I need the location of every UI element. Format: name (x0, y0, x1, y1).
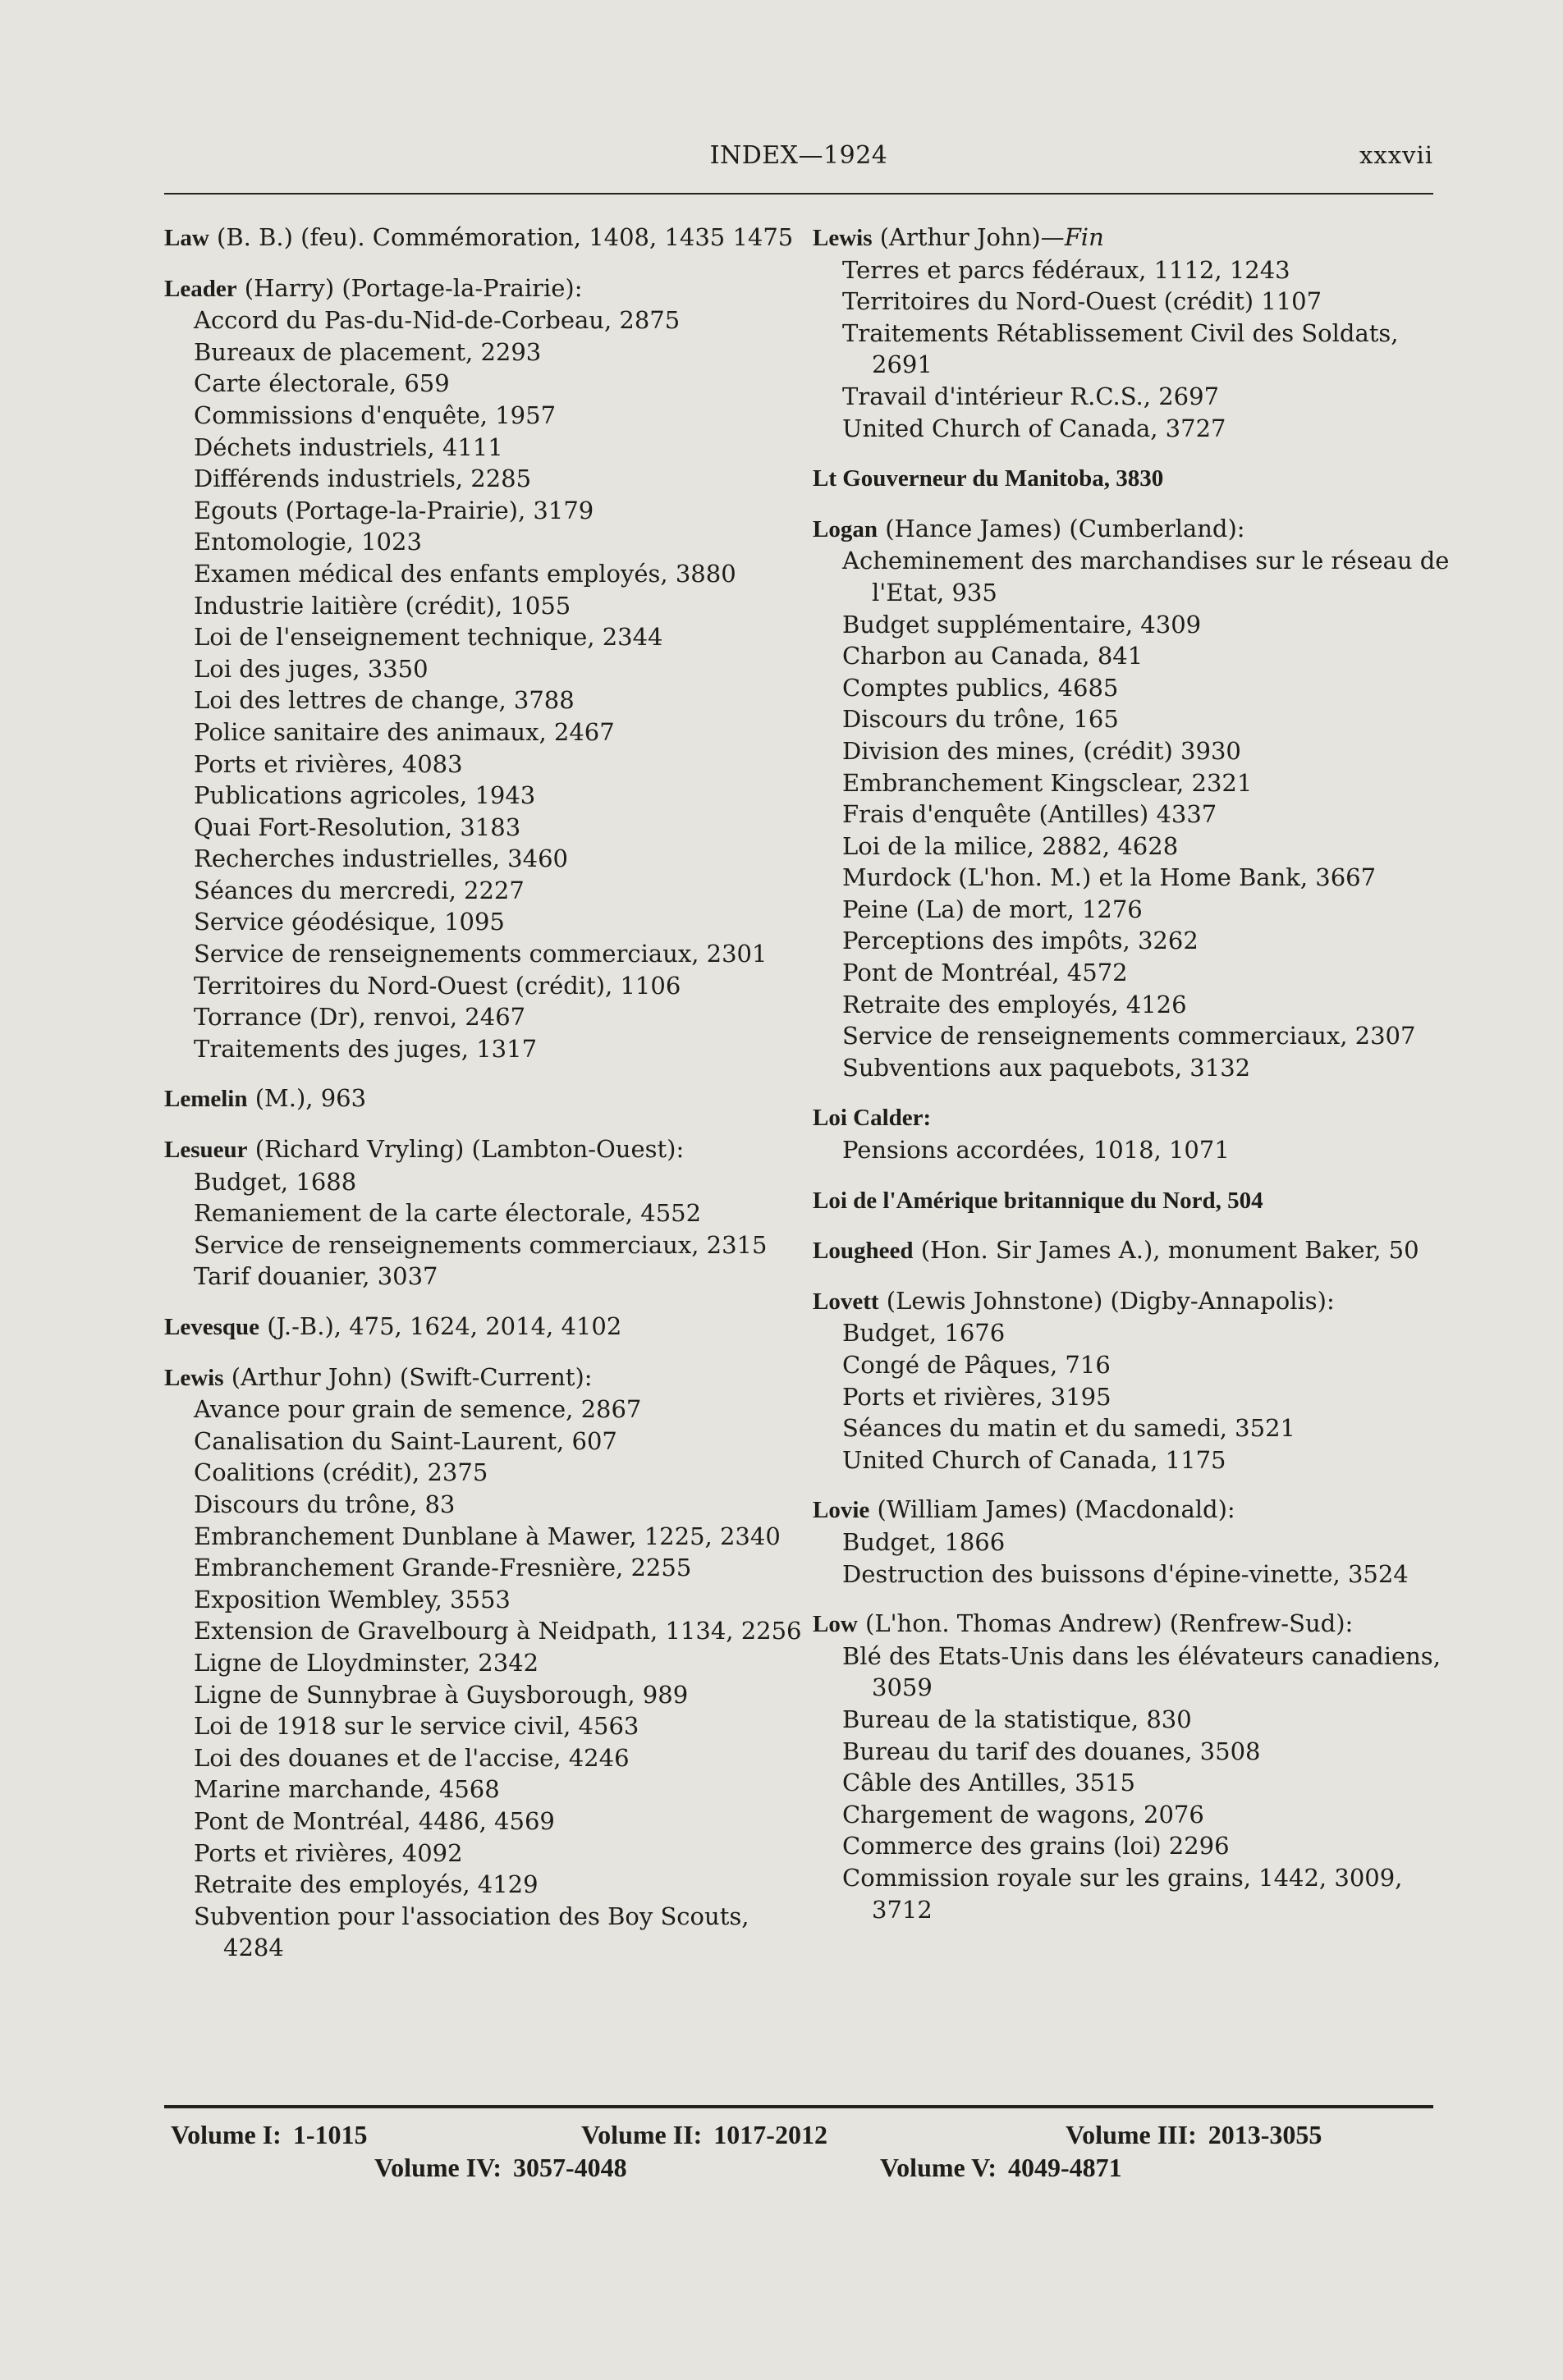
subentry: Service géodésique, 1095 (194, 908, 505, 936)
subentry: Frais d'enquête (Antilles) 4337 (842, 800, 1217, 829)
subentry: Discours du trône, 83 (194, 1490, 456, 1518)
volume-range: 4049-4871 (1007, 2153, 1122, 2182)
subentry: Loi de l'enseignement technique, 2344 (194, 623, 663, 652)
entry-heading (164, 222, 804, 254)
entry-heading (813, 1101, 1453, 1134)
entry-details: (Lewis Johnstone) (Digby-Annapolis): (878, 1286, 1335, 1315)
volume-label: Volume IV: (374, 2153, 502, 2182)
subentry: Torrance (Dr), renvoi, 2467 (194, 1003, 526, 1032)
subentry: Congé de Pâques, 716 (842, 1351, 1111, 1379)
subentry: Pensions accordées, 1018, 1071 (842, 1136, 1230, 1165)
subentry: Territoires du Nord-Ouest (crédit), 1106 (194, 971, 681, 1000)
volume-footer (164, 2120, 1433, 2210)
subentry: Commerce des grains (loi) 2296 (842, 1832, 1230, 1861)
subentry: Ports et rivières, 4092 (194, 1838, 463, 1867)
subentry: Retraite des employés, 4129 (194, 1870, 539, 1899)
subentry: Comptes publics, 4685 (842, 673, 1119, 702)
subentry: Budget supplémentaire, 4309 (842, 610, 1202, 638)
index-entry (164, 222, 804, 254)
volume-range: 3057-4048 (513, 2153, 627, 2182)
subentry: Traitements des juges, 1317 (194, 1034, 538, 1063)
volume-label: Volume II: (581, 2120, 703, 2149)
entry-details: (L'hon. Thomas Andrew) (Renfrew-Sud): (857, 1609, 1354, 1638)
entry-heading (813, 462, 1453, 495)
subentry: Embranchement Dunblane à Mawer, 1225, 2340 (194, 1522, 781, 1550)
entry-name: Lewis (813, 225, 873, 251)
index-entry (813, 513, 1453, 1084)
entry-name: Lt Gouverneur du Manitoba, 3830 (813, 465, 1164, 492)
index-entry (164, 1362, 804, 1964)
subentry: Séances du mercredi, 2227 (194, 876, 525, 904)
entry-name: Leader (164, 275, 237, 302)
subentry: Pont de Montréal, 4572 (842, 959, 1128, 987)
volume-2 (581, 2120, 827, 2150)
volume-range: 1-1015 (292, 2120, 368, 2149)
volume-label: Volume III: (1066, 2120, 1197, 2149)
entry-name: Lovie (813, 1497, 870, 1524)
left-column (164, 222, 804, 1982)
index-entry (813, 1234, 1453, 1267)
index-entry (813, 1285, 1453, 1476)
subentry: Bureau de la statistique, 830 (842, 1705, 1192, 1733)
subentry: Canalisation du Saint-Laurent, 607 (194, 1426, 617, 1455)
volume-5 (880, 2153, 1122, 2183)
entry-heading (813, 1184, 1453, 1217)
entry-details: (Hon. Sir James A.), monument Baker, 50 (913, 1236, 1419, 1265)
entry-name: Lesueur (164, 1137, 248, 1164)
subentry: Avance pour grain de semence, 2867 (194, 1395, 642, 1424)
subentry: Service de renseignements commerciaux, 2315 (194, 1230, 768, 1259)
bottom-rule (164, 2105, 1433, 2108)
subentry: Loi des douanes et de l'accise, 4246 (194, 1743, 630, 1772)
subentry: Traitements Rétablissement Civil des Soldats, 2691 (842, 318, 1399, 379)
subentry: Séances du matin et du samedi, 3521 (842, 1414, 1295, 1443)
subentry: United Church of Canada, 3727 (842, 414, 1226, 442)
entry-heading (164, 1311, 804, 1343)
subentry: Carte électorale, 659 (194, 369, 450, 398)
entry-details: (J.-B.), 475, 1624, 2014, 4102 (259, 1312, 622, 1340)
subentry: Acheminement des marchandises sur le réseau de l'Etat, 935 (842, 547, 1450, 606)
index-entry (813, 462, 1453, 495)
subentry: Perceptions des impôts, 3262 (842, 927, 1199, 955)
entry-heading (164, 272, 804, 305)
subentry: Division des mines, (crédit) 3930 (842, 736, 1241, 765)
subentry: Chargement de wagons, 2076 (842, 1800, 1204, 1828)
subentry: Loi des juges, 3350 (194, 654, 429, 683)
subentry: Subvention pour l'association des Boy Scouts, 4284 (194, 1902, 749, 1962)
page-title: INDEX—1924 (709, 141, 888, 170)
entry-name: Logan (813, 515, 878, 542)
entry-heading (813, 513, 1453, 546)
subentry: Exposition Wembley, 3553 (194, 1585, 511, 1613)
entry-name: Lemelin (164, 1086, 248, 1113)
subentry: Extension de Gravelbourg à Neidpath, 1134, 2256 (194, 1617, 802, 1645)
subentry: Accord du Pas-du-Nid-de-Corbeau, 2875 (194, 306, 681, 335)
index-entry (164, 1133, 804, 1293)
entry-details: (Richard Vryling) (Lambton-Ouest): (247, 1135, 685, 1164)
right-column (813, 222, 1453, 1943)
entry-details: (Harry) (Portage-la-Prairie): (236, 273, 583, 302)
index-entry (164, 1311, 804, 1343)
entry-details: (M.), 963 (247, 1084, 367, 1113)
entry-name: Loi de l'Amérique britannique du Nord, 504 (813, 1187, 1263, 1214)
subentry: Travail d'intérieur R.C.S., 2697 (842, 382, 1220, 410)
subentry: Entomologie, 1023 (194, 528, 422, 556)
entry-name: Low (813, 1611, 858, 1638)
entry-heading (164, 1362, 804, 1394)
volume-4 (374, 2153, 627, 2183)
page-number: xxxvii (1359, 141, 1433, 169)
entry-name: Law (164, 225, 209, 251)
subentry: Loi de 1918 sur le service civil, 4563 (194, 1712, 639, 1741)
subentry: Territoires du Nord-Ouest (crédit) 1107 (842, 287, 1322, 316)
subentry: Commissions d'enquête, 1957 (194, 400, 557, 429)
volume-range: 1017-2012 (713, 2120, 827, 2149)
subentry: Embranchement Kingsclear, 2321 (842, 768, 1253, 797)
volume-range: 2013-3055 (1208, 2120, 1322, 2149)
subentry: Peine (La) de mort, 1276 (842, 895, 1143, 923)
subentry: Budget, 1866 (842, 1527, 1006, 1556)
subentry: Blé des Etats-Unis dans les élévateurs canadiens, 3059 (842, 1641, 1441, 1702)
entry-name: Lewis (164, 1364, 224, 1391)
subentry: Ligne de Sunnybrae à Guysborough, 989 (194, 1680, 689, 1709)
subentry: Commission royale sur les grains, 1442, 3009, 3712 (842, 1863, 1403, 1924)
index-entry (813, 1494, 1453, 1590)
index-entry (164, 272, 804, 1065)
subentry: Budget, 1676 (842, 1319, 1006, 1348)
subentry: Embranchement Grande-Fresnière, 2255 (194, 1554, 692, 1582)
entry-heading (164, 1133, 804, 1166)
subentry: United Church of Canada, 1175 (842, 1445, 1226, 1474)
volume-3 (1066, 2120, 1322, 2150)
subentry: Terres et parcs fédéraux, 1112, 1243 (842, 255, 1290, 284)
subentry: Ports et rivières, 3195 (842, 1382, 1112, 1411)
index-entry (813, 222, 1453, 444)
subentry: Loi de la milice, 2882, 4628 (842, 831, 1179, 860)
subentry: Murdock (L'hon. M.) et la Home Bank, 3667 (842, 863, 1377, 892)
subentry: Police sanitaire des animaux, 2467 (194, 717, 615, 746)
subentry: Quai Fort-Resolution, 3183 (194, 812, 521, 841)
volume-label: Volume V: (880, 2153, 997, 2182)
subentry: Remaniement de la carte électorale, 4552 (194, 1199, 702, 1228)
index-entry (813, 1101, 1453, 1165)
subentry: Ligne de Lloydminster, 2342 (194, 1648, 539, 1677)
entry-name: Lovett (813, 1288, 879, 1315)
subentry: Bureaux de placement, 2293 (194, 337, 542, 366)
subentry: Service de renseignements commerciaux, 2301 (194, 940, 768, 968)
entry-details: (William James) (Macdonald): (869, 1495, 1235, 1524)
volume-1 (171, 2120, 367, 2150)
entry-heading (813, 222, 1453, 254)
subentry: Pont de Montréal, 4486, 4569 (194, 1806, 555, 1835)
entry-heading (164, 1082, 804, 1115)
subentry: Budget, 1688 (194, 1167, 357, 1196)
subentry: Charbon au Canada, 841 (842, 642, 1144, 671)
entry-name: Loi Calder: (813, 1105, 932, 1132)
top-rule (164, 193, 1433, 195)
index-entry (813, 1184, 1453, 1217)
entry-details: (Hance James) (Cumberland): (877, 514, 1245, 542)
subentry: Examen médical des enfants employés, 3880 (194, 559, 736, 588)
subentry: Service de renseignements commerciaux, 2307 (842, 1022, 1416, 1050)
subentry: Loi des lettres de change, 3788 (194, 686, 575, 715)
subentry: Destruction des buissons d'épine-vinette, 3524 (842, 1559, 1409, 1588)
subentry: Bureau du tarif des douanes, 3508 (842, 1737, 1261, 1765)
subentry: Recherches industrielles, 3460 (194, 844, 568, 873)
volume-label: Volume I: (171, 2120, 282, 2149)
subentry: Marine marchande, 4568 (194, 1775, 500, 1804)
entry-heading (813, 1234, 1453, 1267)
subentry: Egouts (Portage-la-Prairie), 3179 (194, 496, 594, 524)
entry-details: (Arthur John)—Fin (872, 223, 1104, 251)
index-entry (813, 1608, 1453, 1925)
subentry: Industrie laitière (crédit), 1055 (194, 591, 571, 620)
subentry: Déchets industriels, 4111 (194, 433, 503, 461)
subentry: Subventions aux paquebots, 3132 (842, 1053, 1251, 1082)
entry-name: Levesque (164, 1314, 259, 1340)
subentry: Publications agricoles, 1943 (194, 781, 536, 810)
subentry: Tarif douanier, 3037 (194, 1262, 438, 1291)
entry-details: (Arthur John) (Swift-Current): (223, 1362, 593, 1391)
entry-name: Lougheed (813, 1238, 914, 1265)
subentry: Différends industriels, 2285 (194, 465, 532, 493)
entry-heading (813, 1285, 1453, 1318)
subentry: Discours du trône, 165 (842, 705, 1119, 734)
subentry: Retraite des employés, 4126 (842, 990, 1187, 1018)
entry-heading (813, 1608, 1453, 1641)
subentry: Ports et rivières, 4083 (194, 749, 463, 778)
running-head (164, 141, 1433, 174)
index-entry (164, 1082, 804, 1115)
entry-heading (813, 1494, 1453, 1526)
subentry: Câble des Antilles, 3515 (842, 1769, 1135, 1797)
subentry: Coalitions (crédit), 2375 (194, 1458, 488, 1487)
entry-details: (B. B.) (feu). Commémoration, 1408, 1435 1475 (209, 223, 794, 251)
